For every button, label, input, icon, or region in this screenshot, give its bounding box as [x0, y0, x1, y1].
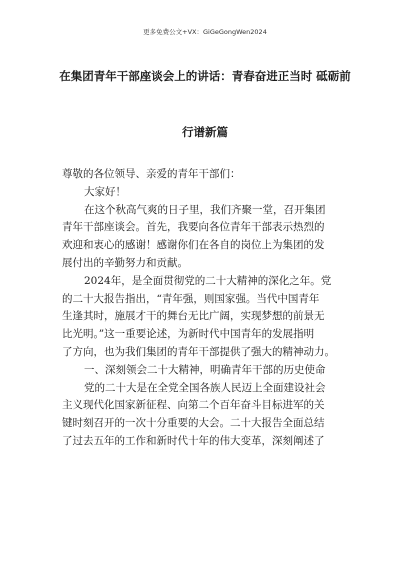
document-title-line2: 行谱新篇: [182, 125, 228, 139]
body-line: 在这个秋高气爽的日子里，我们齐聚一堂，召开集团: [84, 203, 326, 216]
document-body: [62, 166, 362, 451]
body-line: 2024年，是全面贯彻党的二十大精神的深化之年。党: [84, 274, 332, 287]
header-note: 更多免费公文+VX：GiGeGongWen2024: [143, 28, 267, 36]
body-line: 党的二十大是在全党全国各族人民迈上全面建设社会: [84, 381, 326, 394]
body-line: 了方向，也为我们集团的青年干部提供了强大的精神动力。: [62, 345, 335, 358]
body-line: 欢迎和衷心的感谢！感谢你们在各自的岗位上为集团的发: [62, 239, 325, 252]
body-line: 一、深刻领会二十大精神，明确青年干部的历史使命: [84, 363, 326, 376]
document-title-line1: 在集团青年干部座谈会上的讲话：青春奋进正当时 砥砺前: [59, 69, 351, 83]
body-line: 青年干部座谈会。首先，我要向各位青年干部表示热烈的: [62, 221, 325, 234]
body-line: 比光明。”这一重要论述，为新时代中国青年的发展指明: [62, 328, 315, 341]
body-line: 了过去五年的工作和新时代十年的伟大变革，深刻阐述了: [62, 434, 325, 447]
body-line: 尊敬的各位领导、亲爱的青年干部们：: [62, 168, 241, 180]
body-line: 主义现代化国家新征程、向第二个百年奋斗目标进军的关: [62, 399, 325, 412]
body-line: 的二十大报告指出，“青年强，则国家强。当代中国青年: [62, 292, 320, 305]
body-line: 展付出的辛勤努力和贡献。: [62, 256, 188, 269]
body-line: 生逢其时，施展才干的舞台无比广阔，实现梦想的前景无: [62, 310, 325, 323]
body-line: 键时刻召开的一次十分重要的大会。二十大报告全面总结: [62, 417, 325, 430]
body-line: 大家好！: [84, 185, 126, 198]
